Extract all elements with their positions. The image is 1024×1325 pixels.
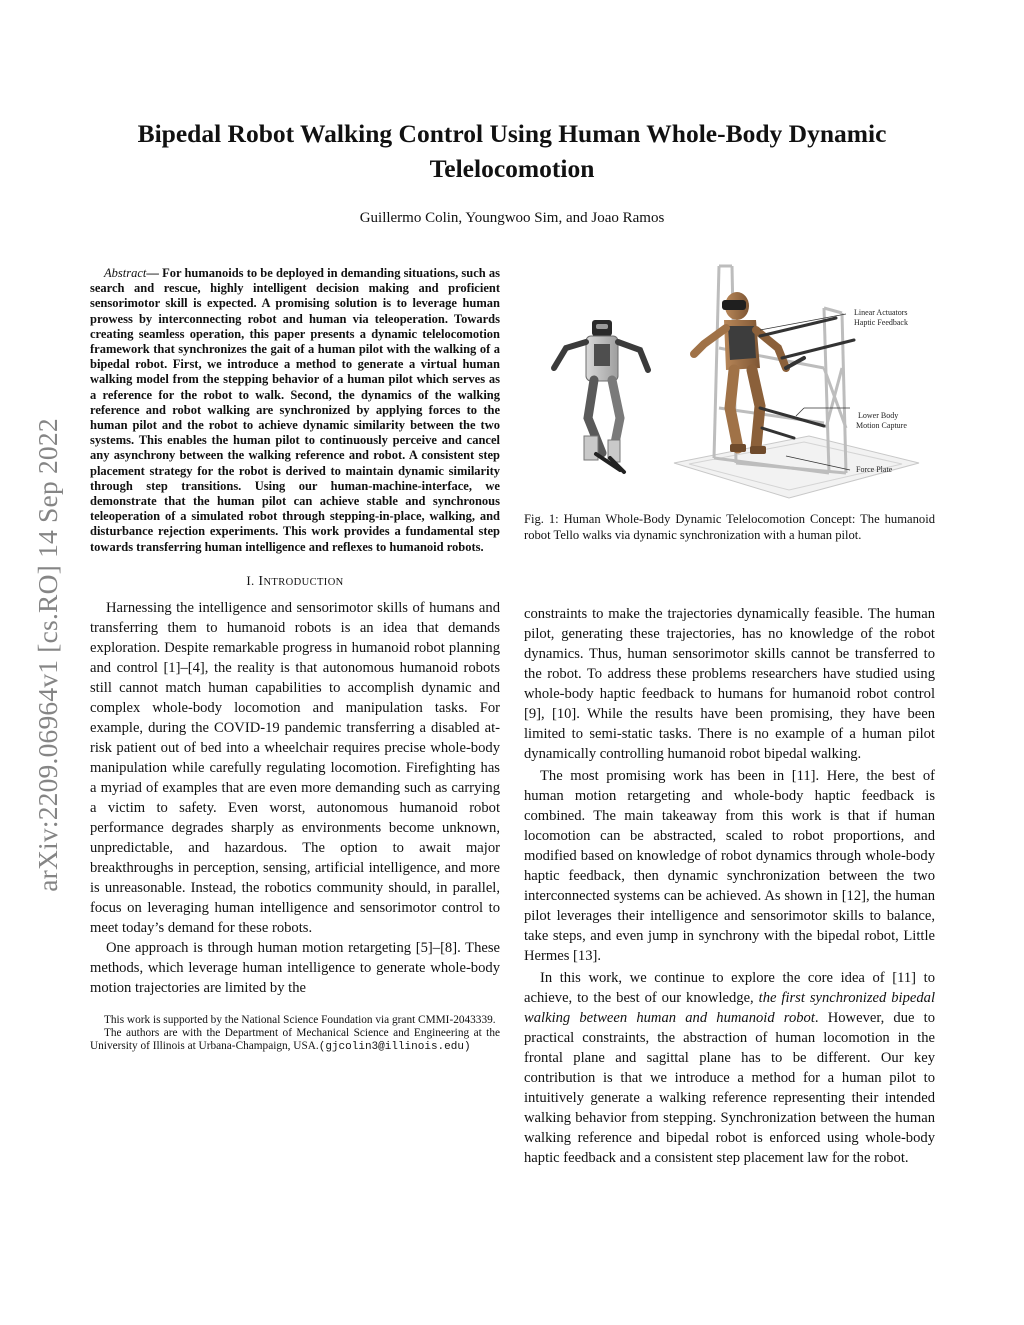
tello-robot [554,320,648,472]
right-paragraph-3-part-b: . However, due to practical constraints, the abstraction of human locomotion in the frontal plane and sagittal plane has to be different. Our key contribution is that we introduce a method for a human pilot to intuitively generate a walking reference representing their intended walking behavior from stepping. Synchronization between the human walking reference and bipedal robot is enforced using whole-body haptic feedback and a consistent step placement law for the robot. [524,1010,936,1166]
right-paragraph-3-emphasis: the first synchronized bipedal walking between human and humanoid robot [524,990,935,1026]
right-paragraph-2: The most promising work has been in [11]. Here, the best of human motion retargeting and whole-body haptic feedback is combined. The main takeaway from this work is that if human locomotion can be abstracted, scaled to robot proportions, and modified based on knowledge of robot dynamics through whole-body haptic feedback, then dynamic synchronization between the two interconnected systems can be achieved. As shown in [12], the human pilot leverages their intelligence and sensorimotor skills to balance, take steps, and even jump in synchrony with the bipedal robot, Little Hermes [13]. [524,768,935,964]
arxiv-identifier: arXiv:2209.06964v1 [cs.RO] 14 Sep 2022 [32,418,63,892]
footnote-support: This work is supported by the National Science Foundation via grant CMMI-2043339. [104,1013,496,1026]
intro-paragraph-1: Harnessing the intelligence and sensorimotor skills of humans and transferring them to humanoid robots is an idea that demands exploration. Despite remarkable progress in humanoid robot planning and control [1]–[4], the reality is that autonomous humanoid robots still cannot match human capabilities to accomplish dynamic and complex whole-body locomotion and manipulation tasks. For example, during the COVID-19 pandemic transferring a disabled at-risk patient out of bed into a wheelchair requires precise whole-body manipulation while carefully regulating locomotion. Firefighting has a myriad of examples that are even more demanding such as carrying a victim to safety. Even worst, autonomous humanoid robot performance degrades sharply as environments become unknown, unpredictable, and hazardous. The option to await major breakthroughs in perception, sensing, artificial intelligence, and more is unreasonable. Instead, the robotics community should, in parallel, focus on leveraging human intelligence and sensorimotor control to meet today’s demand for these robots. [90,599,500,936]
figure-caption: Fig. 1: Human Whole-Body Dynamic Telelocomotion Concept: The humanoid robot Tello walks via dynamic synchronization with a human pilot. [524,512,935,542]
section-title-initial: I [258,573,264,589]
section-heading-introduction [90,573,500,590]
right-paragraph-3 [524,968,935,1168]
callout-force-plate-label: Force Plate [856,465,893,474]
callout-linear-line1: Linear Actuators [854,308,908,317]
left-column [90,266,500,1054]
right-paragraph-1: constraints to make the trajectories dynamically feasible. The human pilot, generating these trajectories, has no knowledge of the robot dynamics. Thus, human sensorimotor skills cannot be transferred to the robot. To address these problems researchers have studied using whole-body haptic feedback to humans for humanoid robot control [9], [10]. While the results have been promising, they have been limited to semi-static tasks. There is no example of a human pilot dynamically controlling humanoid robot bipedal walking. [524,606,935,762]
right-paragraph-3-part-a: In this work, we continue to explore the core idea of [11] to achieve, to the best of our knowledge, [524,970,935,1006]
abstract [90,266,500,555]
footnote-affiliation [90,1027,500,1054]
abstract-text: For humanoids to be deployed in demanding situations, such as search and rescue, highly intelligent decision making and proficient sensorimotor skill is expected. A promising solution is to leverage human prowess by interconnecting robot and human via teleoperation. Towards creating seamless operation, this paper presents a dynamic telelocomotion framework that synchronizes the gait of a human pilot with the walking of a bipedal robot. First, we introduce a method to generate a virtual human walking model from the stepping behavior of a human pilot which serves as a reference for the robot to walk. Second, the dynamics of the walking reference and robot walking are synchronized by applying forces to the human pilot and the robot to achieve dynamic similarity between the two systems. This enables the human pilot to continuously perceive and cancel any asynchrony between the walking reference and robot. A consistent step placement strategy for the robot is derived to maintain dynamic similarity through step transitions. Using our human-machine-interface, we demonstrate that the human pilot can achieve stable and synchronous teleoperation of a simulated robot through stepping-in-place, walking, and disturbance rejection experiments. This work provides a fundamental step towards transferring human intelligence and reflexes to humanoid robots. [90,266,501,554]
footnote-affiliation-text: The authors are with the Department of Mechanical Science and Engineering at the University of Illinois at Urbana-Champaign, USA. [90,1026,500,1052]
right-column [524,604,935,1168]
callout-motion-line2: Motion Capture [856,421,907,430]
callout-motion-capture [796,408,907,430]
section-title-rest: NTRODUCTION [263,576,344,588]
intro-paragraph-2: One approach is through human motion retargeting [5]–[8]. These methods, which leverage human intelligence to generate whole-body motion trajectories are limited by the [90,939,500,996]
author-list: Guillermo Colin, Youngwoo Sim, and Joao Ramos [359,210,665,226]
callout-motion-line1: Lower Body [858,411,899,420]
abstract-dash: — [146,266,159,280]
footnotes [90,1014,500,1054]
callout-linear-line2: Haptic Feedback [854,318,908,327]
section-number: I. [246,572,255,588]
author-email: (gjcolin3@illinois.edu) [318,1040,471,1053]
abstract-label: Abstract [104,266,147,280]
figure-1 [524,258,935,513]
paper-title: Bipedal Robot Walking Control Using Human Whole-Body Dynamic Telelocomotion [137,119,887,183]
